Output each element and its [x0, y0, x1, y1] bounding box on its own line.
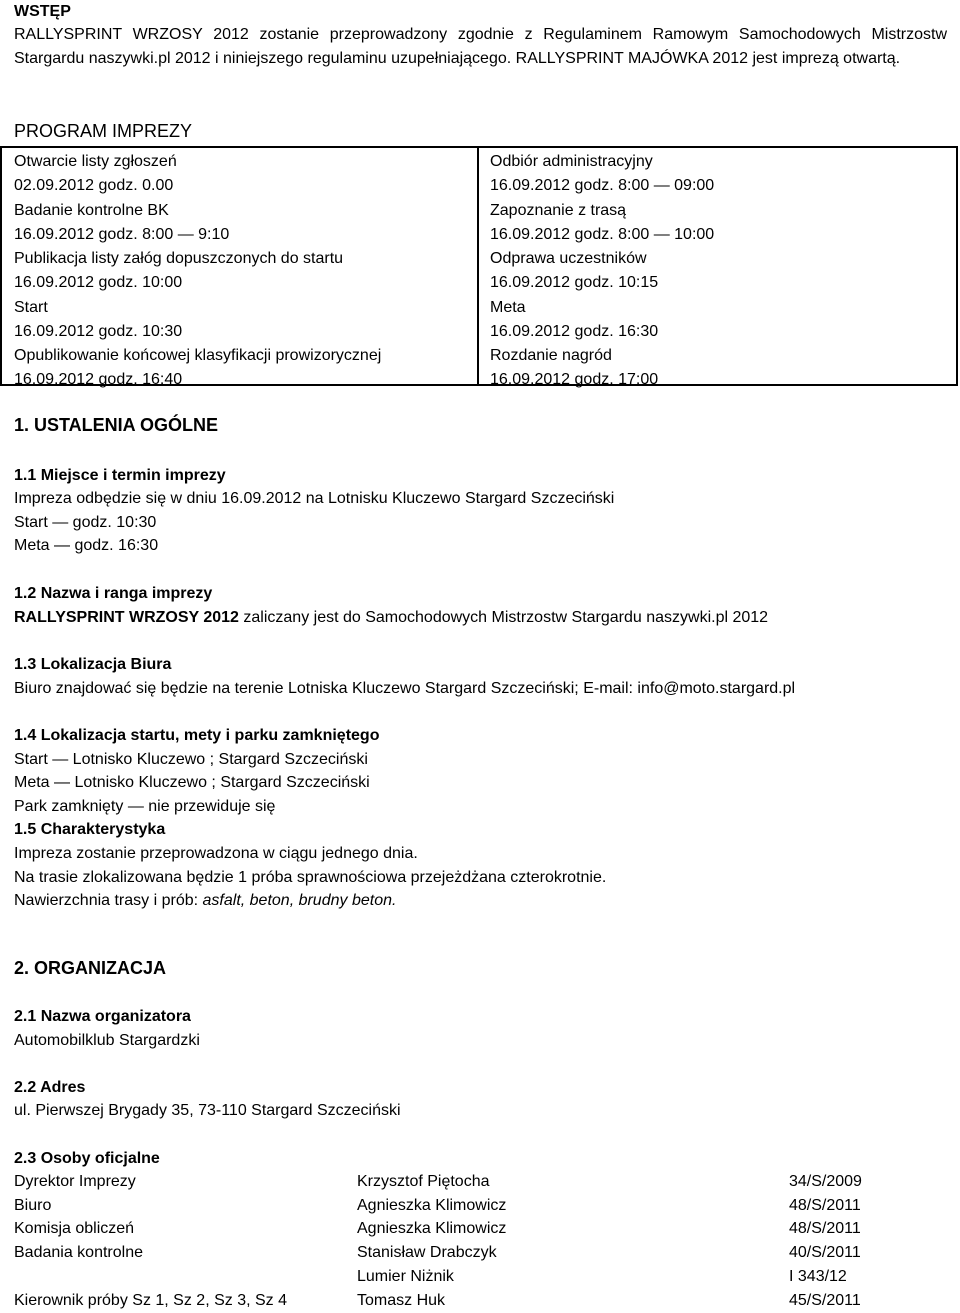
organizer-name: Automobilklub Stargardzki	[14, 1032, 200, 1049]
section-1-5-heading: 1.5 Charakterystyka	[14, 821, 166, 838]
official-license: 34/S/2009	[789, 1173, 862, 1190]
schedule-item-label: Otwarcie listy zgłoszeń	[14, 153, 177, 170]
table-row	[14, 1194, 862, 1218]
schedule-item-label: Badanie kontrolne BK	[14, 201, 169, 219]
schedule-item-time: 16.09.2012 godz. 8:00 — 09:00	[490, 177, 715, 194]
schedule-item-label: Publikacja listy załóg dopuszczonych do startu	[14, 250, 344, 268]
section-1-1-line: Start — godz. 10:30	[14, 514, 157, 531]
schedule-item-label: Meta	[490, 298, 526, 316]
official-name: Stanisław Drabczyk	[357, 1244, 497, 1262]
section-2-3-heading: 2.3 Osoby oficjalne	[14, 1150, 160, 1167]
schedule-item-label: Odprawa uczestników	[490, 250, 647, 268]
schedule-divider	[477, 148, 479, 384]
table-row	[14, 1170, 862, 1194]
event-rank-text: zaliczany jest do Samochodowych Mistrzostw Stargardu naszywki.pl 2012	[238, 609, 769, 626]
official-license: I 343/12	[789, 1267, 847, 1285]
program-schedule	[0, 146, 958, 389]
schedule-item	[14, 247, 474, 296]
schedule-item	[490, 247, 950, 296]
schedule-item	[14, 199, 474, 248]
schedule-item-time: 16.09.2012 godz. 16:40	[14, 371, 183, 389]
schedule-item-label: Zapoznanie z trasą	[490, 201, 627, 219]
section-1-4-line: Park zamknięty — nie przewiduje się	[14, 798, 276, 815]
program-heading: PROGRAM IMPREZY	[14, 121, 193, 141]
schedule-item-time: 16.09.2012 godz. 10:00	[14, 274, 183, 292]
section-1-3-heading: 1.3 Lokalizacja Biura	[14, 656, 172, 673]
official-license: 45/S/2011	[789, 1291, 861, 1309]
official-name: Tomasz Huk	[357, 1291, 446, 1309]
section-1-2-line	[14, 606, 768, 630]
schedule-right-column	[490, 150, 950, 393]
schedule-item-label: Rozdanie nagród	[490, 347, 612, 365]
schedule-item-time: 16.09.2012 godz. 8:00 — 9:10	[14, 225, 230, 243]
schedule-item	[490, 150, 950, 199]
official-role: Komisja obliczeń	[14, 1220, 135, 1238]
schedule-item-label: Opublikowanie końcowej klasyfikacji prowizorycznej	[14, 347, 382, 365]
section-1-4-line: Meta — Lotnisko Kluczewo ; Stargard Szczeciński	[14, 774, 370, 791]
section-2-2-heading: 2.2 Adres	[14, 1079, 86, 1096]
official-role: Biuro	[14, 1196, 52, 1214]
section-1-3-line: Biuro znajdować się będzie na terenie Lotniska Kluczewo Stargard Szczeciński; E-mail: info@moto.stargard.pl	[14, 680, 796, 697]
schedule-left-column	[14, 150, 474, 393]
schedule-item	[490, 344, 950, 393]
intro-text: RALLYSPRINT WRZOSY 2012 zostanie przeprowadzony zgodnie z Regulaminem Ramowym Samochodowych Mistrzostw Stargardu naszywki.pl 2012 i niniejszego regulaminu uzupełniającego. RALLYSPRINT MAJÓWKA 2012 jest imprezą otwartą.	[14, 26, 947, 67]
section-1-5-line	[14, 889, 396, 913]
schedule-item-time: 16.09.2012 godz. 17:00	[490, 371, 659, 389]
official-role: Dyrektor Imprezy	[14, 1173, 136, 1190]
official-role: Kierownik próby Sz 1, Sz 2, Sz 3, Sz 4	[14, 1291, 288, 1309]
event-name: RALLYSPRINT WRZOSY 2012	[14, 609, 239, 626]
table-row	[14, 1241, 862, 1265]
schedule-item	[14, 344, 474, 393]
table-row	[14, 1265, 862, 1289]
section-1-5-line: Na trasie zlokalizowana będzie 1 próba sprawnościowa przejeżdżana czterokrotnie.	[14, 869, 607, 886]
schedule-item	[14, 150, 474, 199]
section-1-2-heading: 1.2 Nazwa i ranga imprezy	[14, 585, 213, 602]
surface-value: asfalt, beton, brudny beton.	[202, 892, 397, 909]
section-1-4-line: Start — Lotnisko Kluczewo ; Stargard Szczeciński	[14, 751, 368, 768]
official-name: Krzysztof Piętocha	[357, 1173, 490, 1190]
official-role: Badania kontrolne	[14, 1244, 143, 1262]
surface-label: Nawierzchnia trasy i prób:	[14, 892, 203, 909]
section-1-heading: 1. USTALENIA OGÓLNE	[14, 415, 219, 435]
official-license: 48/S/2011	[789, 1196, 861, 1214]
section-2-heading: 2. ORGANIZACJA	[14, 958, 167, 978]
officials-table	[14, 1170, 862, 1312]
organizer-address: ul. Pierwszej Brygady 35, 73-110 Stargard Szczeciński	[14, 1102, 401, 1119]
intro-heading: WSTĘP	[14, 3, 71, 20]
schedule-item	[490, 199, 950, 248]
schedule-item-time: 16.09.2012 godz. 16:30	[490, 322, 659, 340]
section-1-4-heading: 1.4 Lokalizacja startu, mety i parku zamkniętego	[14, 727, 380, 744]
schedule-item-label: Start	[14, 298, 48, 316]
table-row	[14, 1289, 862, 1313]
section-2-1-heading: 2.1 Nazwa organizatora	[14, 1008, 191, 1025]
section-1-1-heading: 1.1 Miejsce i termin imprezy	[14, 467, 226, 484]
official-role	[14, 1265, 357, 1289]
schedule-item-time: 02.09.2012 godz. 0.00	[14, 177, 174, 194]
section-1-1-line: Meta — godz. 16:30	[14, 537, 159, 554]
schedule-item-time: 16.09.2012 godz. 10:15	[490, 274, 659, 292]
schedule-item	[490, 296, 950, 345]
section-1-1-line: Impreza odbędzie się w dniu 16.09.2012 na Lotnisku Kluczewo Stargard Szczeciński	[14, 490, 615, 507]
official-name: Agnieszka Klimowicz	[357, 1220, 507, 1238]
official-license: 40/S/2011	[789, 1244, 861, 1262]
section-1-5-line: Impreza zostanie przeprowadzona w ciągu jednego dnia.	[14, 845, 418, 862]
table-row	[14, 1217, 862, 1241]
schedule-item-label: Odbiór administracyjny	[490, 153, 653, 170]
schedule-item-time: 16.09.2012 godz. 8:00 — 10:00	[490, 225, 715, 243]
official-name: Agnieszka Klimowicz	[357, 1196, 507, 1214]
schedule-item-time: 16.09.2012 godz. 10:30	[14, 322, 183, 340]
official-name: Lumier Niżnik	[357, 1267, 454, 1285]
official-license: 48/S/2011	[789, 1220, 861, 1238]
schedule-item	[14, 296, 474, 345]
